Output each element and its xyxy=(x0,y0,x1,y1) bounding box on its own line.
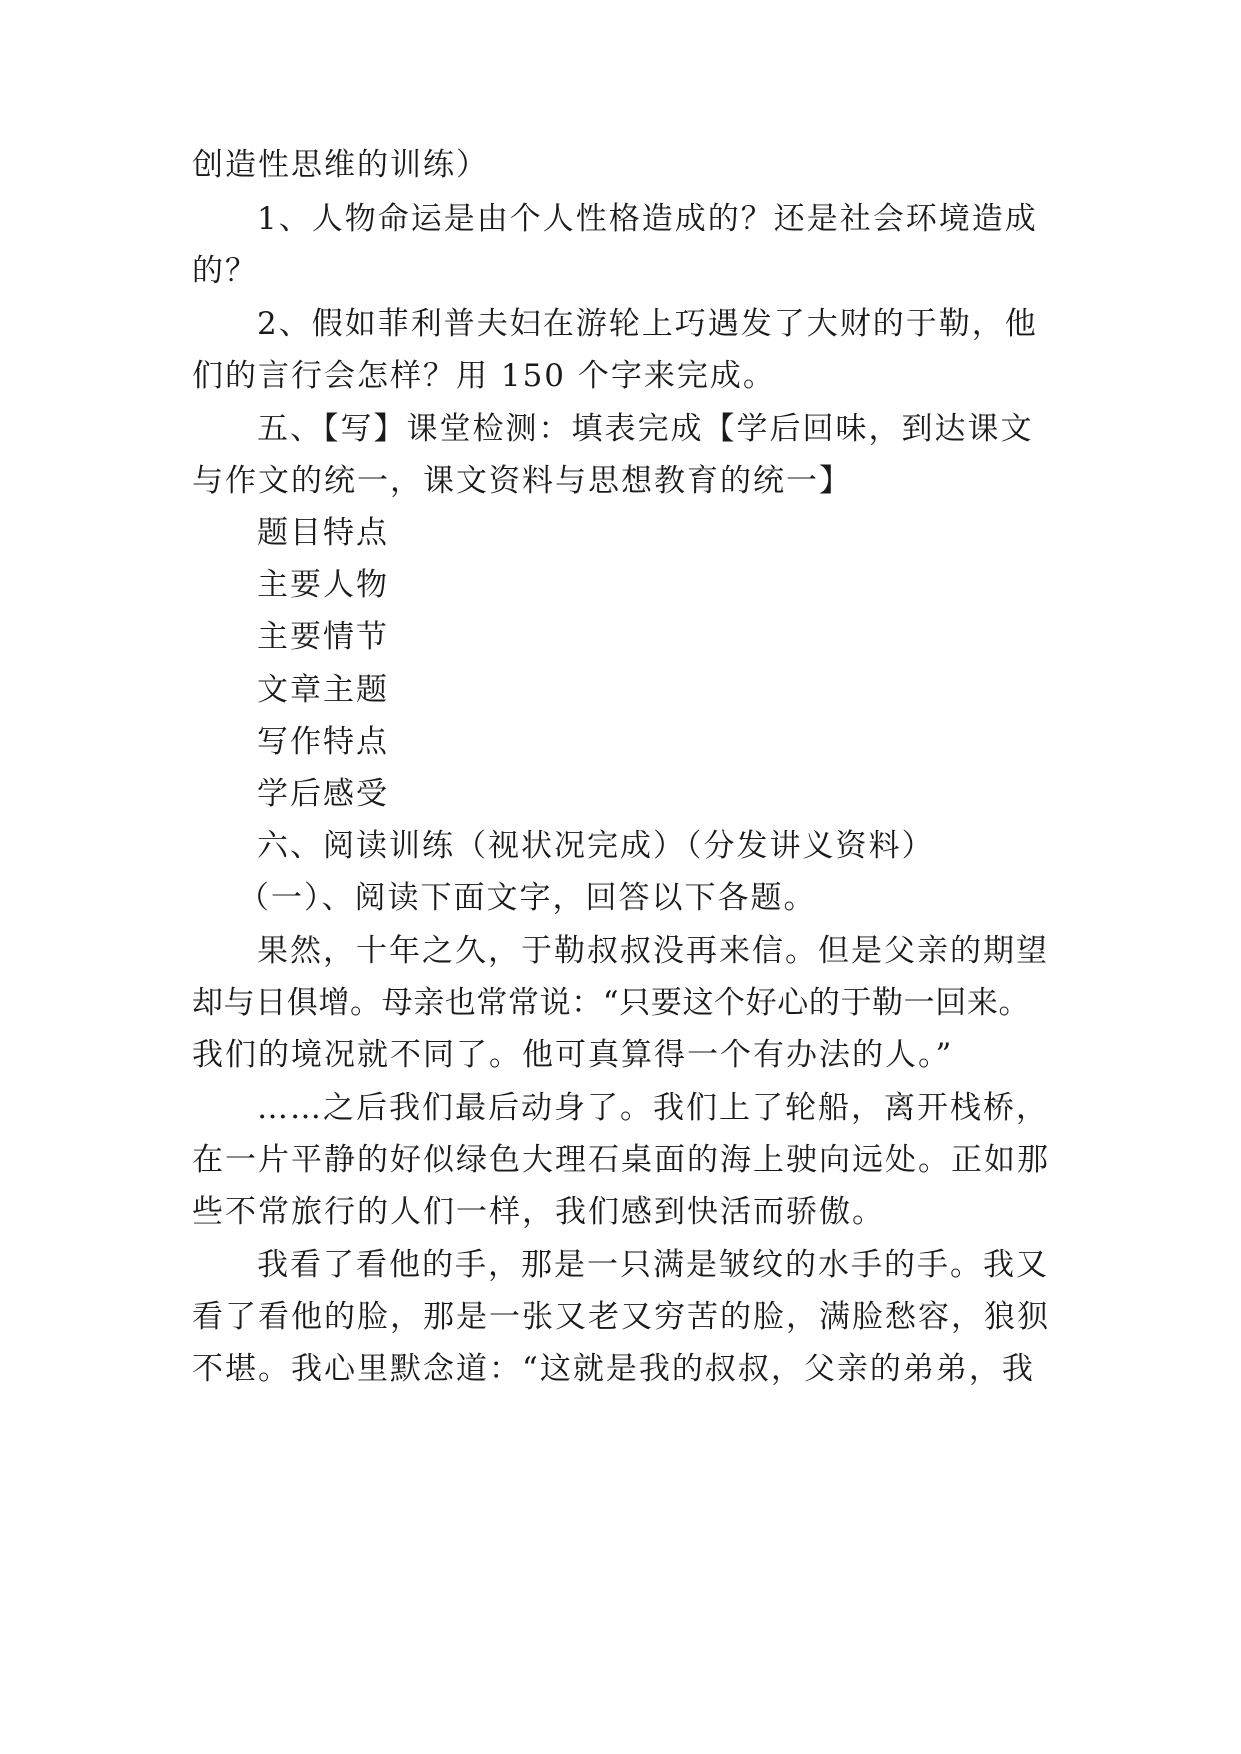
table-item-writing-features: 写作特点 xyxy=(257,724,389,760)
passage-para-2-line-3: 些不常旅行的人们一样，我们感到快活而骄傲。 xyxy=(192,1194,885,1230)
table-item-main-plot: 主要情节 xyxy=(257,619,389,655)
subsection-1-heading: （一）、阅读下面文字，回答以下各题。 xyxy=(238,880,817,916)
question-2-line-1: 2、假如菲利普夫妇在游轮上巧遇发了大财的于勒，他 xyxy=(257,306,1038,342)
table-item-reflection: 学后感受 xyxy=(257,776,389,812)
passage-para-3-line-1: 我看了看他的手，那是一只满是皱纹的水手的手。我又 xyxy=(257,1247,1049,1283)
passage-para-2-line-2: 在一片平静的好似绿色大理石桌面的海上驶向远处。正如那 xyxy=(192,1142,1050,1178)
passage-para-1-line-3: 我们的境况就不同了。他可真算得一个有办法的人。” xyxy=(192,1037,954,1073)
table-item-main-characters: 主要人物 xyxy=(257,567,389,603)
table-item-title-features: 题目特点 xyxy=(257,515,389,551)
question-1-line-2: 的？ xyxy=(192,253,258,289)
passage-para-2-line-1: ……之后我们最后动身了。我们上了轮船，离开栈桥， xyxy=(257,1090,1049,1126)
passage-para-1-line-1: 果然，十年之久，于勒叔叔没再来信。但是父亲的期望 xyxy=(257,933,1049,969)
question-1-line-1: 1、人物命运是由个人性格造成的？还是社会环境造成 xyxy=(257,201,1038,237)
table-item-theme: 文章主题 xyxy=(257,672,389,708)
passage-para-3-line-2: 看了看他的脸，那是一张又老又穷苦的脸，满脸愁容，狼狈 xyxy=(192,1299,1050,1335)
passage-para-1-line-2: 却与日俱增。母亲也常常说：“只要这个好心的于勒一回来。 xyxy=(192,985,1031,1021)
question-2-line-2: 们的言行会怎样？用 150 个字来完成。 xyxy=(192,358,776,394)
passage-para-3-line-3: 不堪。我心里默念道：“这就是我的叔叔，父亲的弟弟，我 xyxy=(192,1351,1035,1387)
text-line: 创造性思维的训练） xyxy=(192,147,489,183)
section-5-heading-line-2: 与作文的统一，课文资料与思想教育的统一】 xyxy=(192,463,852,499)
section-5-heading-line-1: 五、【写】课堂检测：填表完成【学后回味，到达课文 xyxy=(257,411,1034,447)
section-6-heading: 六、阅读训练（视状况完成）（分发讲义资料） xyxy=(257,828,935,864)
